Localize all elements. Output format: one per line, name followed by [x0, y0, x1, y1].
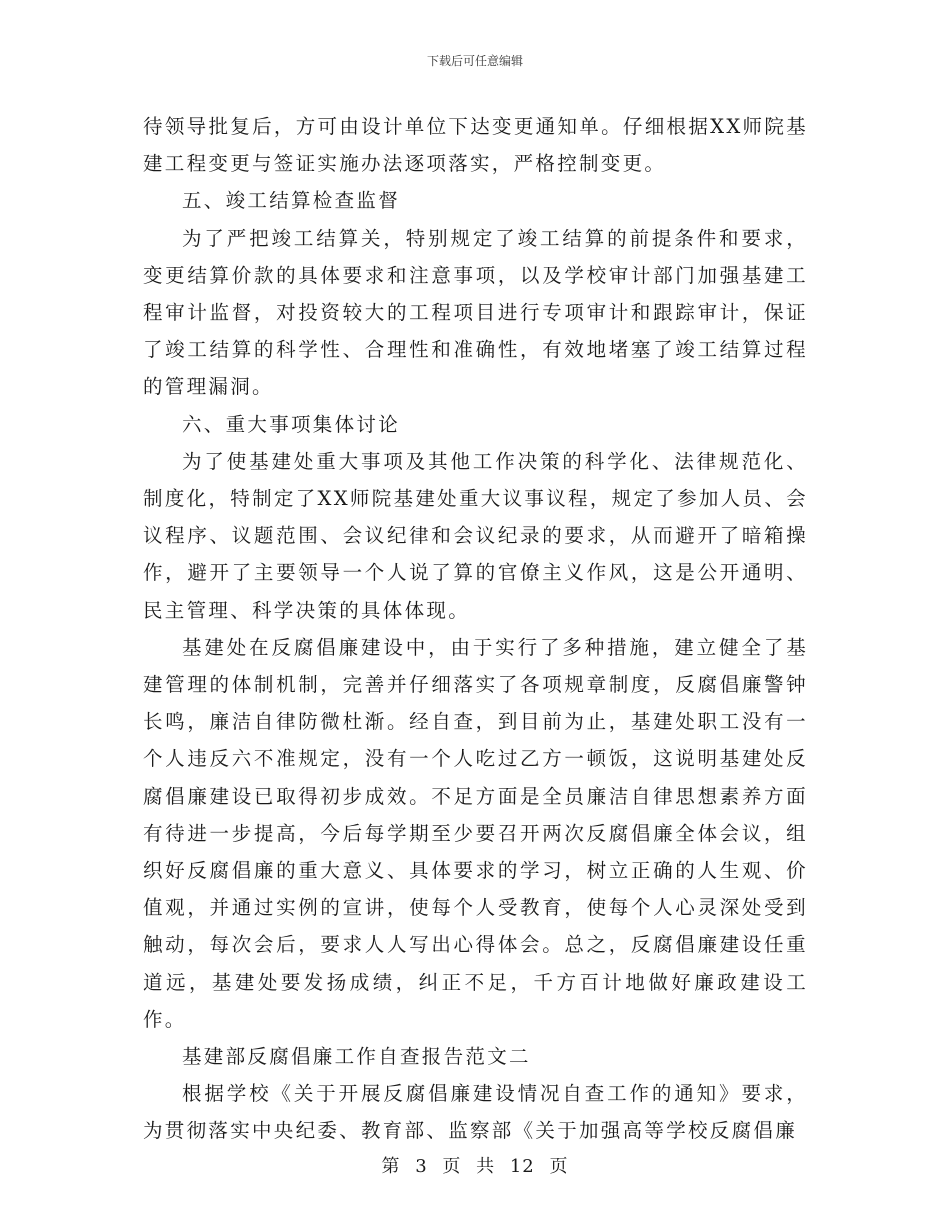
body-paragraph: 为了使基建处重大事项及其他工作决策的科学化、法律规范化、制度化，特制定了XX师院基建处重大议事议程，规定了参加人员、会议程序、议题范围、会议纪律和会议纪录的要求，从而避开了暗箱操作，避开了主要领导一个人说了算的官僚主义作风，这是公开通明、民主管理、科学决策的具体体现。 [143, 449, 808, 622]
body-paragraph: 待领导批复后，方可由设计单位下达变更通知单。仔细根据XX师院基建工程变更与签证实施办法逐项落实，严格控制变更。 [143, 115, 808, 176]
page-number-footer: 第 3 页 共 12 页 [381, 1156, 569, 1177]
section-heading: 六、重大事项集体讨论 [182, 412, 401, 436]
body-paragraph: 为了严把竣工结算关，特别规定了竣工结算的前提条件和要求，变更结算价款的具体要求和注意事项，以及学校审计部门加强基建工程审计监督，对投资较大的工程项目进行专项审计和跟踪审计，保证了竣工结算的科学性、合理性和准确性，有效地堵塞了竣工结算过程的管理漏洞。 [143, 226, 808, 399]
page-header: 下载后可任意编辑 [426, 54, 523, 68]
body-paragraph: 根据学校《关于开展反腐倡廉建设情况自查工作的通知》要求，为贯彻落实中央纪委、教育部、监察部《关于加强高等学校反腐倡廉 [143, 1082, 808, 1143]
document-body [143, 108, 808, 1150]
body-paragraph: 基建处在反腐倡廉建设中，由于实行了多种措施，建立健全了基建管理的体制机制，完善并仔细落实了各项规章制度，反腐倡廉警钟长鸣，廉洁自律防微杜渐。经自查，到目前为止，基建处职工没有一个人违反六不准规定，没有一个人吃过乙方一顿饭，这说明基建处反腐倡廉建设已取得初步成效。不足方面是全员廉洁自律思想素养方面有待进一步提高，今后每学期至少要召开两次反腐倡廉全体会议，组织好反腐倡廉的重大意义、具体要求的学习，树立正确的人生观、价值观，并通过实例的宣讲，使每个人受教育，使每个人心灵深处受到触动，每次会后，要求人人写出心得体会。总之，反腐倡廉建设任重道远，基建处要发扬成绩，纠正不足，千方百计地做好廉政建设工作。 [143, 635, 808, 1031]
section-heading: 五、竣工结算检查监督 [182, 189, 401, 213]
section-heading: 基建部反腐倡廉工作自查报告范文二 [182, 1045, 531, 1069]
